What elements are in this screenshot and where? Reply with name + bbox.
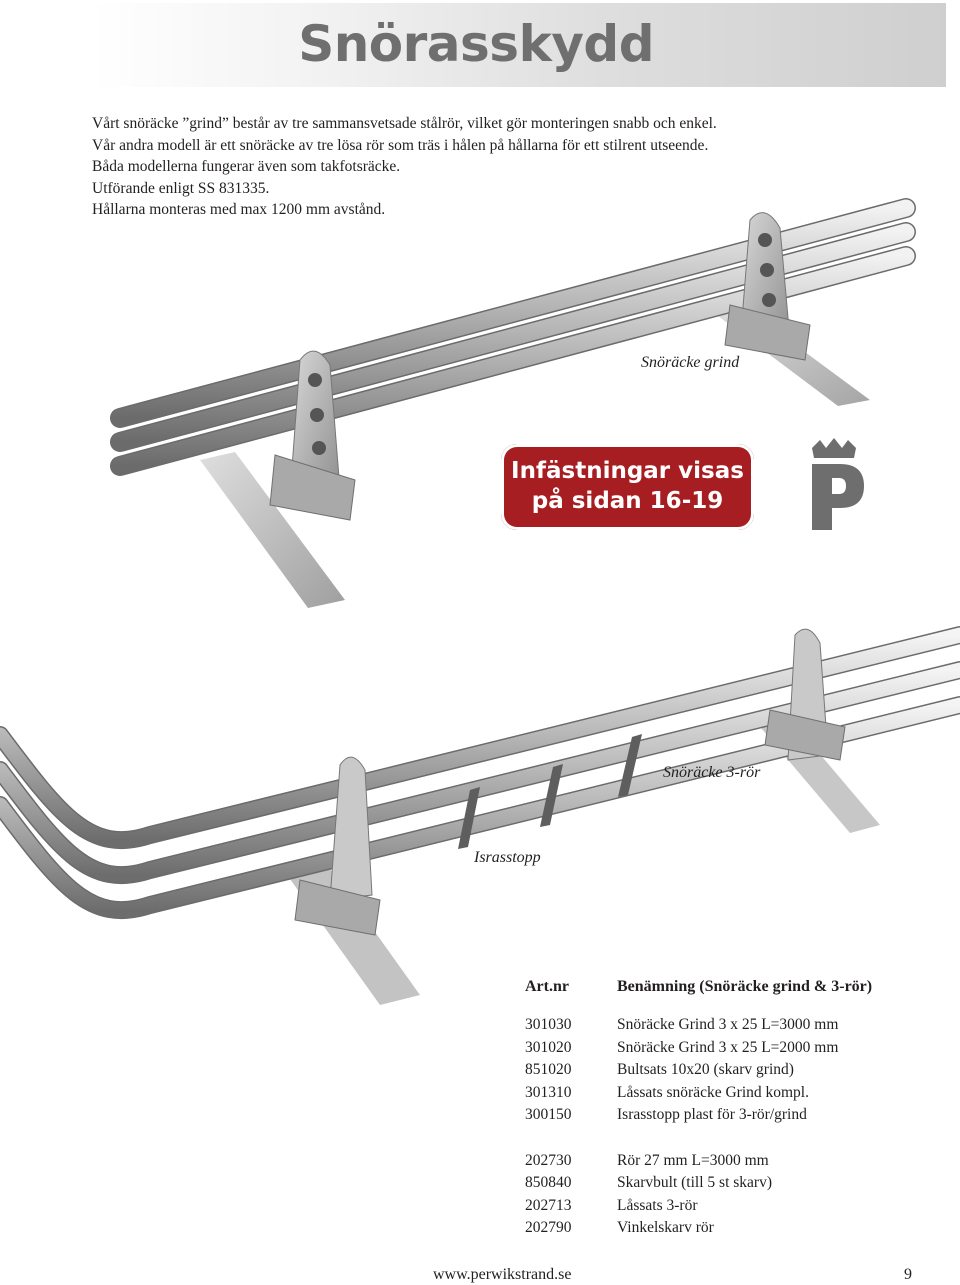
cell-artnr: 301030	[525, 1016, 572, 1033]
badge-line-1: Infästningar visas	[511, 458, 744, 484]
cell-name: Snöräcke Grind 3 x 25 L=3000 mm	[617, 1016, 839, 1033]
intro-line: Vår andra modell är ett snöräcke av tre lösa rör som träs i hålen på hållarna för ett stilrent utseende.	[92, 136, 709, 154]
cell-artnr: 301020	[525, 1039, 572, 1056]
cell-name: Rör 27 mm L=3000 mm	[617, 1152, 769, 1169]
table-header-name: Benämning (Snöräcke grind & 3-rör)	[617, 978, 873, 995]
crown-p-logo-icon	[810, 438, 866, 532]
cell-name: Israsstopp plast för 3-rör/grind	[617, 1106, 807, 1123]
cell-name: Vinkelskarv rör	[617, 1219, 714, 1236]
caption-snow-guard-grid: Snöräcke grind	[641, 354, 740, 371]
intro-line: Utförande enligt SS 831335.	[92, 179, 270, 197]
cell-artnr: 850840	[525, 1174, 572, 1191]
cell-name: Låssats snöräcke Grind kompl.	[617, 1084, 809, 1101]
snow-guard-3-pipe-image	[0, 615, 960, 1010]
title-banner	[92, 3, 946, 87]
mounting-reference-badge	[501, 444, 754, 530]
cell-name: Skarvbult (till 5 st skarv)	[617, 1174, 772, 1191]
footer-url-link[interactable]: www.perwikstrand.se	[433, 1266, 572, 1283]
caption-ice-stop: Israsstopp	[474, 849, 541, 866]
intro-line: Hållarna monteras med max 1200 mm avstånd.	[92, 201, 386, 218]
table-header-artnr: Art.nr	[525, 978, 569, 995]
cell-artnr: 202790	[525, 1219, 572, 1236]
cell-artnr: 202730	[525, 1152, 572, 1169]
caption-snow-guard-3-pipe: Snöräcke 3-rör	[663, 764, 761, 781]
cell-artnr: 300150	[525, 1106, 572, 1123]
page-title: Snörasskydd	[298, 15, 654, 73]
cell-artnr: 851020	[525, 1061, 572, 1078]
cell-name: Bultsats 10x20 (skarv grind)	[617, 1061, 794, 1078]
intro-line: Vårt snöräcke ”grind” består av tre sammansvetsade stålrör, vilket gör monteringen snabb och enkel.	[92, 115, 717, 132]
cell-artnr: 202713	[525, 1197, 572, 1214]
cell-name: Låssats 3-rör	[617, 1197, 698, 1214]
page-number: 9	[904, 1266, 912, 1283]
badge-line-2: på sidan 16-19	[531, 488, 724, 514]
cell-artnr: 301310	[525, 1084, 572, 1101]
intro-line: Båda modellerna fungerar även som takfotsräcke.	[92, 158, 401, 175]
cell-name: Snöräcke Grind 3 x 25 L=2000 mm	[617, 1039, 839, 1056]
snow-guard-grind-image	[100, 190, 920, 610]
